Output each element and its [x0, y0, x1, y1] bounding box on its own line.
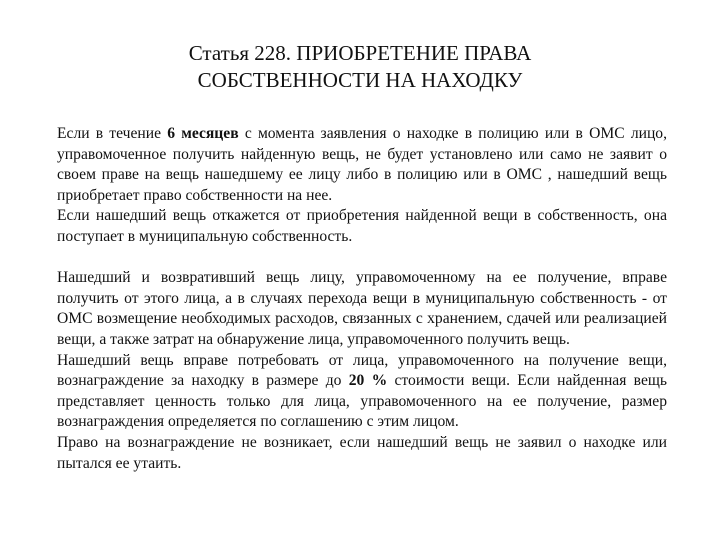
paragraph-expenses: Нашедший и возвративший вещь лицу, управомоченному на ее получение, вправе получить от этого лица, а в случаях перехода вещи в муниципальную собственность - от ОМС возмещение необходимых расходов, связанных с хранением, сдачей или реализацией вещи, а также затрат на обнаружение лица, управомоченного получить вещь.	[57, 269, 667, 348]
article-title-line-1: Статья 228. ПРИОБРЕТЕНИЕ ПРАВА	[188, 41, 532, 65]
paragraph-six-months-lead: Если в течение	[57, 125, 168, 142]
six-months-emphasis: 6 месяцев	[167, 125, 239, 142]
paragraph-reward-lead: Нашедший вещь вправе потребовать от лица, управомоченного на получение вещи, вознаграждение за находку в размере до	[57, 351, 667, 390]
twenty-percent-emphasis: 20 %	[348, 372, 388, 390]
article-title	[60, 40, 660, 94]
paragraph-six-months-rest: с момента заявления о находке в полицию или в ОМС лицо, управомоченное получить найденную вещь, не будет установлено или само не заявит о своем праве на вещь нашедшему ее лицу либо в полицию или в ОМС , нашедший вещь приобретает право собственности на нее.	[57, 125, 667, 204]
paragraph-reward	[57, 351, 667, 433]
article-title-line-2: СОБСТВЕННОСТИ НА НАХОДКУ	[197, 68, 523, 92]
paragraph-no-reward: Право на вознаграждение не возникает, если нашедший вещь не заявил о находке или пытался ее утаить.	[57, 433, 667, 472]
paragraph-refusal: Если нашедший вещь откажется от приобретения найденной вещи в собственность, она поступает в муниципальную собственность.	[57, 207, 667, 245]
paragraph-spacer	[57, 248, 667, 269]
paragraph-six-months	[57, 124, 667, 206]
article-body	[57, 124, 667, 474]
paragraph-reward-rest: стоимости вещи. Если найденная вещь представляет ценность только для лица, управомоченного на ее получение, размер вознаграждения определяется по соглашению с этим лицом.	[57, 372, 667, 431]
